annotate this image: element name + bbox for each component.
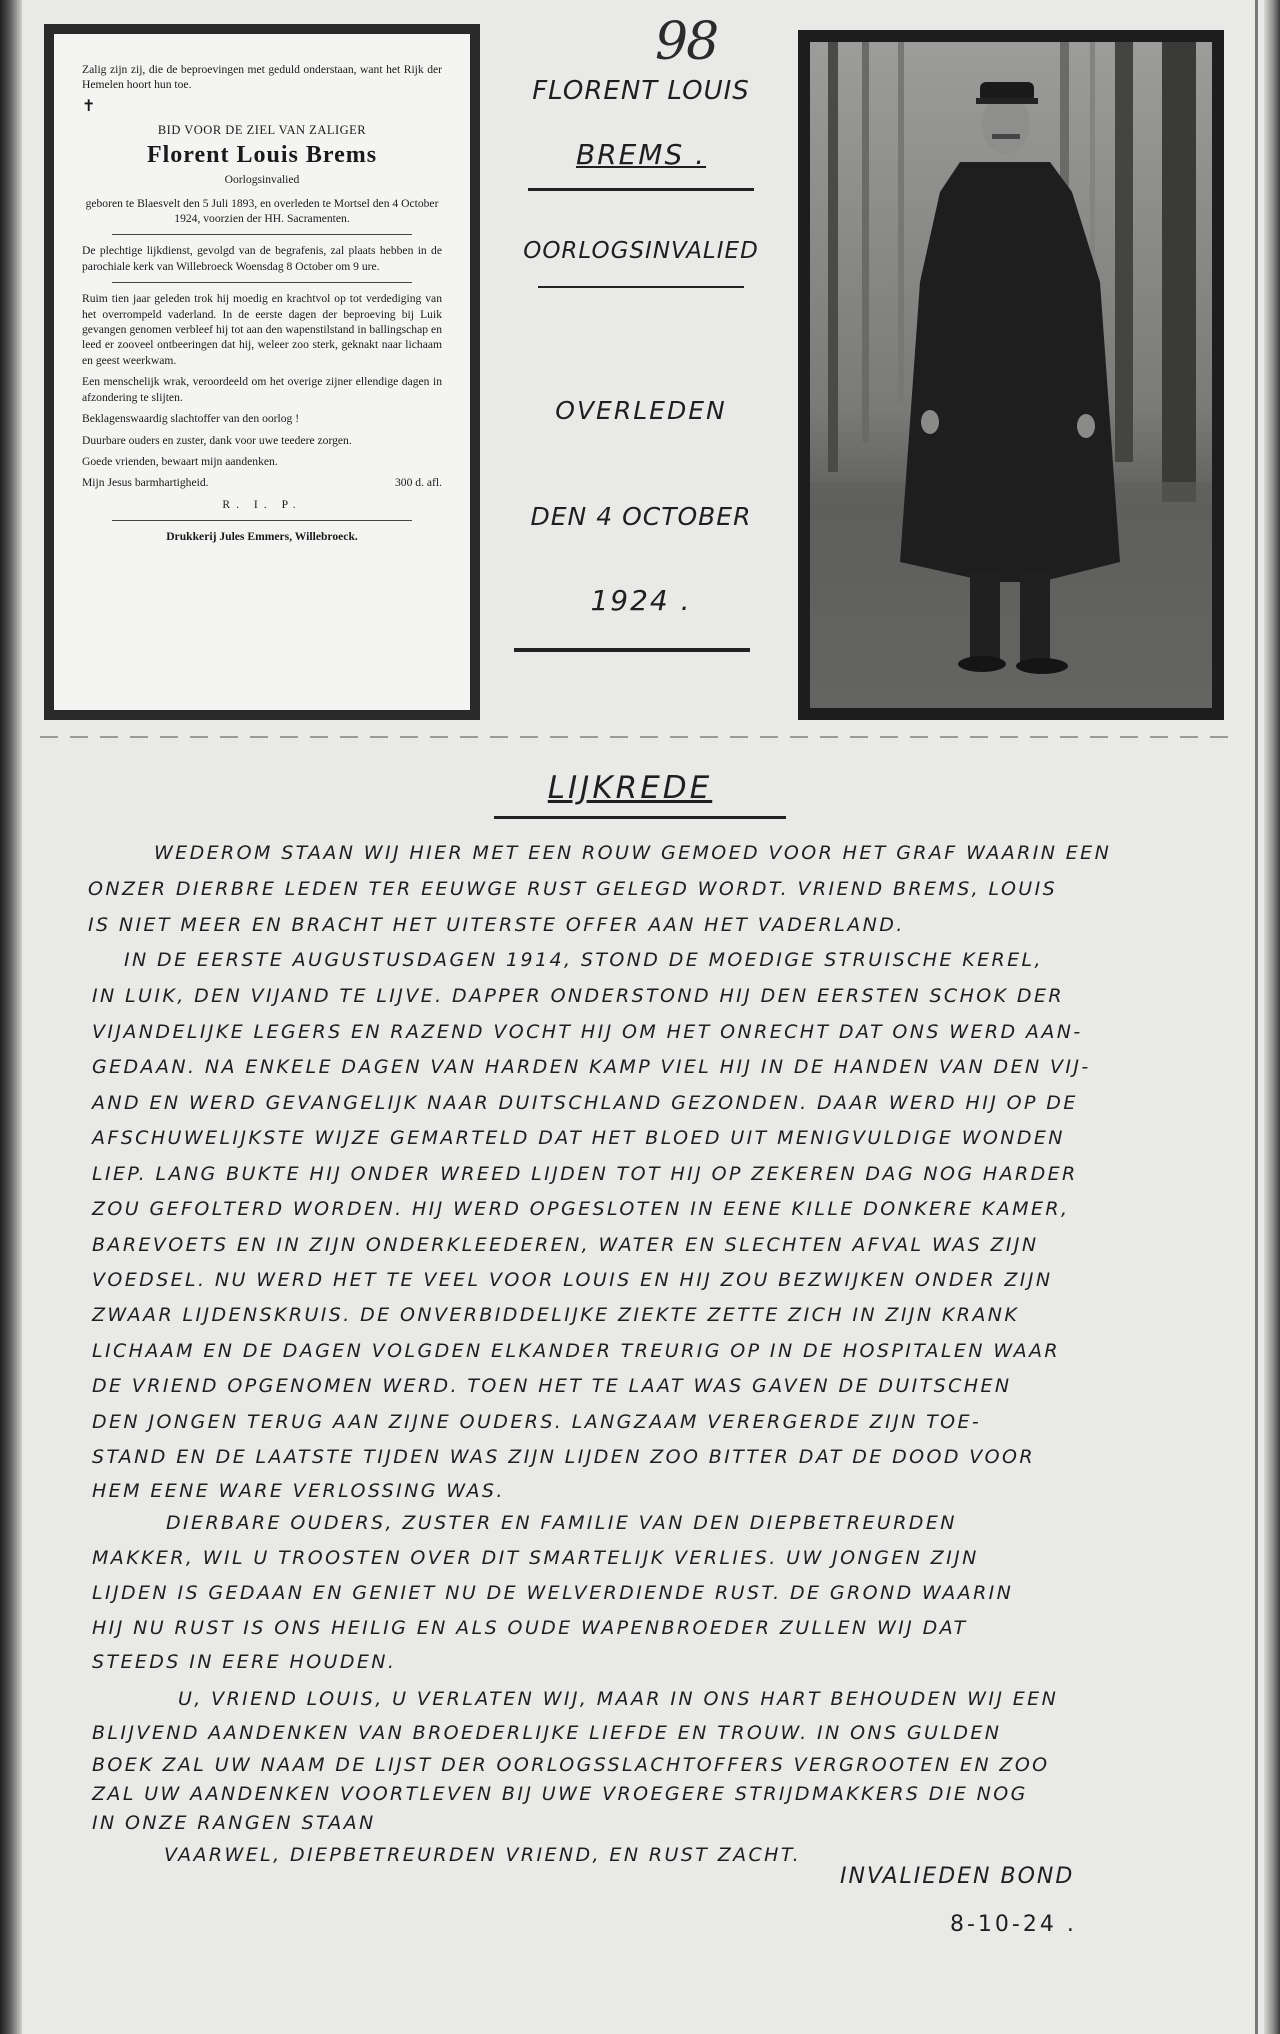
eulogy-line: WEDEROM STAAN WIJ HIER MET EEN ROUW GEMOED VOOR HET GRAF WAARIN EEN bbox=[154, 842, 1112, 864]
eulogy-line: AFSCHUWELIJKSTE WIJZE GEMARTELD DAT HET BLOED UIT MENIGVULDIGE WONDEN bbox=[92, 1127, 1065, 1149]
card-wreck: Een menschelijk wrak, veroordeeld om het overige zijner ellendige dagen in afzondering te slijten. bbox=[82, 375, 442, 404]
page-edge-left bbox=[0, 0, 22, 2034]
page-number: 98 bbox=[655, 12, 718, 72]
eulogy-line: ONZER DIERBRE LEDEN TER EEUWGE RUST GELEGD WORDT. VRIEND BREMS, LOUIS bbox=[88, 878, 1058, 900]
eulogy-line: GEDAAN. NA ENKELE DAGEN VAN HARDEN KAMP VIEL HIJ IN DE HANDEN VAN DEN VIJ- bbox=[92, 1056, 1091, 1078]
eulogy-line: STEEDS IN EERE HOUDEN. bbox=[92, 1651, 397, 1673]
card-deceased-name: Florent Louis Brems bbox=[146, 142, 378, 169]
eulogy-date: 8-10-24 . bbox=[950, 1912, 1077, 1937]
heading-date: DEN 4 OCTOBER bbox=[530, 502, 752, 531]
eulogy-line: LICHAAM EN DE DAGEN VOLGDEN ELKANDER TREURIG OP IN DE HOSPITALEN WAAR bbox=[92, 1340, 1060, 1362]
heading-rule bbox=[538, 286, 744, 288]
card-parents: Duurbare ouders en zuster, dank voor uwe teedere zorgen. bbox=[82, 433, 352, 447]
eulogy-signature: INVALIEDEN BOND bbox=[840, 1864, 1075, 1889]
eulogy-line: LIEP. LANG BUKTE HIJ ONDER WREED LIJDEN TOT HIJ OP ZEKEREN DAG NOG HARDER bbox=[92, 1163, 1078, 1185]
eulogy-line: ZOU GEFOLTERD WORDEN. HIJ WERD OPGESLOTEN IN EENE KILLE DONKERE KAMER, bbox=[92, 1198, 1070, 1220]
card-rip: R. I. P. bbox=[222, 497, 302, 511]
card-funeral: De plechtige lijkdienst, gevolgd van de begrafenis, zal plaats hebben in de parochiale kerk van Willebroeck Woensdag 8 October om 9 ure. bbox=[82, 244, 442, 273]
eulogy-line: HEM EENE WARE VERLOSSING WAS. bbox=[92, 1480, 505, 1502]
eulogy-title: LIJKREDE bbox=[547, 770, 713, 806]
card-printer: Drukkerij Jules Emmers, Willebroeck. bbox=[166, 530, 358, 544]
heading-rule bbox=[528, 188, 754, 191]
portrait-image bbox=[810, 42, 1212, 708]
card-deceased-title: Oorlogsinvalied bbox=[224, 173, 300, 187]
card-jesus: Mijn Jesus barmhartigheid. bbox=[82, 476, 209, 490]
eulogy-line: HIJ NU RUST IS ONS HEILIG EN ALS OUDE WAPENBROEDER ZULLEN WIJ DAT bbox=[92, 1617, 968, 1639]
eulogy-line: BOEK ZAL UW NAAM DE LIJST DER OORLOGSSLACHTOFFERS VERGROOTEN EN ZOO bbox=[92, 1754, 1050, 1776]
card-birth-death: geboren te Blaesvelt den 5 Juli 1893, en overleden te Mortsel den 4 October 1924, voorzien der HH. Sacramenten. bbox=[85, 196, 439, 226]
card-victim: Beklagenswaardig slachtoffer van den oorlog ! bbox=[82, 412, 300, 426]
eulogy-line: AND EN WERD GEVANGELIJK NAAR DUITSCHLAND GEZONDEN. DAAR WERD HIJ OP DE bbox=[92, 1092, 1078, 1114]
eulogy-line: LIJDEN IS GEDAAN EN GENIET NU DE WELVERDIENDE RUST. DE GROND WAARIN bbox=[92, 1582, 1014, 1604]
eulogy-line: U, VRIEND LOUIS, U VERLATEN WIJ, MAAR IN ONS HART BEHOUDEN WIJ EEN bbox=[178, 1688, 1059, 1710]
heading-name-line1: FLORENT LOUIS bbox=[532, 76, 750, 106]
heading-year: 1924 . bbox=[590, 584, 692, 617]
eulogy-line: IN LUIK, DEN VIJAND TE LIJVE. DAPPER ONDERSTOND HIJ DEN EERSTEN SCHOK DER bbox=[92, 985, 1064, 1007]
card-divider bbox=[112, 520, 412, 521]
heading-died: OVERLEDEN bbox=[555, 396, 727, 425]
eulogy-line: DE VRIEND OPGENOMEN WERD. TOEN HET TE LAAT WAS GAVEN DE DUITSCHEN bbox=[92, 1375, 1012, 1397]
eulogy-line: DIERBARE OUDERS, ZUSTER EN FAMILIE VAN DEN DIEPBETREURDEN bbox=[166, 1512, 957, 1534]
card-indulgence: 300 d. afl. bbox=[394, 476, 442, 490]
heading-status: OORLOGSINVALIED bbox=[523, 238, 759, 264]
page-edge-line bbox=[1255, 0, 1258, 2034]
card-epigraph: Zalig zijn zij, die de beproevingen met geduld onderstaan, want het Rijk der Hemelen hoort hun toe. bbox=[82, 63, 442, 92]
eulogy-line: VAARWEL, DIEPBETREURDEN VRIEND, EN RUST ZACHT. bbox=[164, 1844, 802, 1866]
card-divider bbox=[112, 234, 412, 235]
eulogy-line: BAREVOETS EN IN ZIJN ONDERKLEEDEREN, WATER EN SLECHTEN AFVAL WAS ZIJN bbox=[92, 1234, 1039, 1256]
eulogy-line: IN DE EERSTE AUGUSTUSDAGEN 1914, STOND DE MOEDIGE STRUISCHE KEREL, bbox=[124, 949, 1043, 971]
portrait-photo bbox=[798, 30, 1224, 720]
page-edge-right bbox=[1264, 0, 1280, 2034]
eulogy-title-rule bbox=[494, 816, 786, 819]
cross-icon: ✝ bbox=[82, 97, 96, 115]
card-bid-line: BID VOOR DE ZIEL VAN ZALIGER bbox=[157, 122, 367, 137]
heading-name-line2: BREMS . bbox=[575, 138, 707, 171]
eulogy-line: IN ONZE RANGEN STAAN bbox=[92, 1812, 376, 1834]
eulogy-line: ZAL UW AANDENKEN VOORTLEVEN BIJ UWE VROEGERE STRIJDMAKKERS DIE NOG bbox=[92, 1783, 1028, 1805]
eulogy-line: STAND EN DE LAATSTE TIJDEN WAS ZIJN LIJDEN ZOO BITTER DAT DE DOOD VOOR bbox=[92, 1446, 1035, 1468]
eulogy-line: MAKKER, WIL U TROOSTEN OVER DIT SMARTELIJK VERLIES. UW JONGEN ZIJN bbox=[92, 1547, 979, 1569]
card-divider bbox=[112, 282, 412, 283]
section-divider bbox=[40, 736, 1240, 738]
eulogy-line: IS NIET MEER EN BRACHT HET UITERSTE OFFER AAN HET VADERLAND. bbox=[88, 914, 905, 936]
prayer-card-inner bbox=[54, 34, 470, 710]
eulogy-line: BLIJVEND AANDENKEN VAN BROEDERLIJKE LIEFDE EN TROUW. IN ONS GULDEN bbox=[92, 1722, 1002, 1744]
eulogy-line: VOEDSEL. NU WERD HET TE VEEL VOOR LOUIS EN HIJ ZOU BEZWIJKEN ONDER ZIJN bbox=[92, 1269, 1053, 1291]
eulogy-line: DEN JONGEN TERUG AAN ZIJNE OUDERS. LANGZAAM VERERGERDE ZIJN TOE- bbox=[92, 1411, 982, 1433]
eulogy-line: ZWAAR LIJDENSKRUIS. DE ONVERBIDDELIJKE ZIEKTE ZETTE ZICH IN ZIJN KRANK bbox=[92, 1304, 1020, 1326]
heading-rule bbox=[514, 648, 750, 652]
prayer-card bbox=[44, 24, 480, 720]
eulogy-line: VIJANDELIJKE LEGERS EN RAZEND VOCHT HIJ OM HET ONRECHT DAT ONS WERD AAN- bbox=[92, 1021, 1083, 1043]
card-friends: Goede vrienden, bewaart mijn aandenken. bbox=[82, 454, 278, 468]
card-signoff bbox=[82, 475, 442, 490]
card-bio: Ruim tien jaar geleden trok hij moedig en krachtvol op tot verdediging van het overrompeld vaderland. In de eerste dagen der beproeving bij Luik gevangen genomen verbleef hij tot aan den wapenstilstand in ballingschap en leed er zooveel ontbeeringen dat hij, weleer zoo sterk, geknakt naar lichaam en geest weerkwam. bbox=[82, 292, 442, 367]
